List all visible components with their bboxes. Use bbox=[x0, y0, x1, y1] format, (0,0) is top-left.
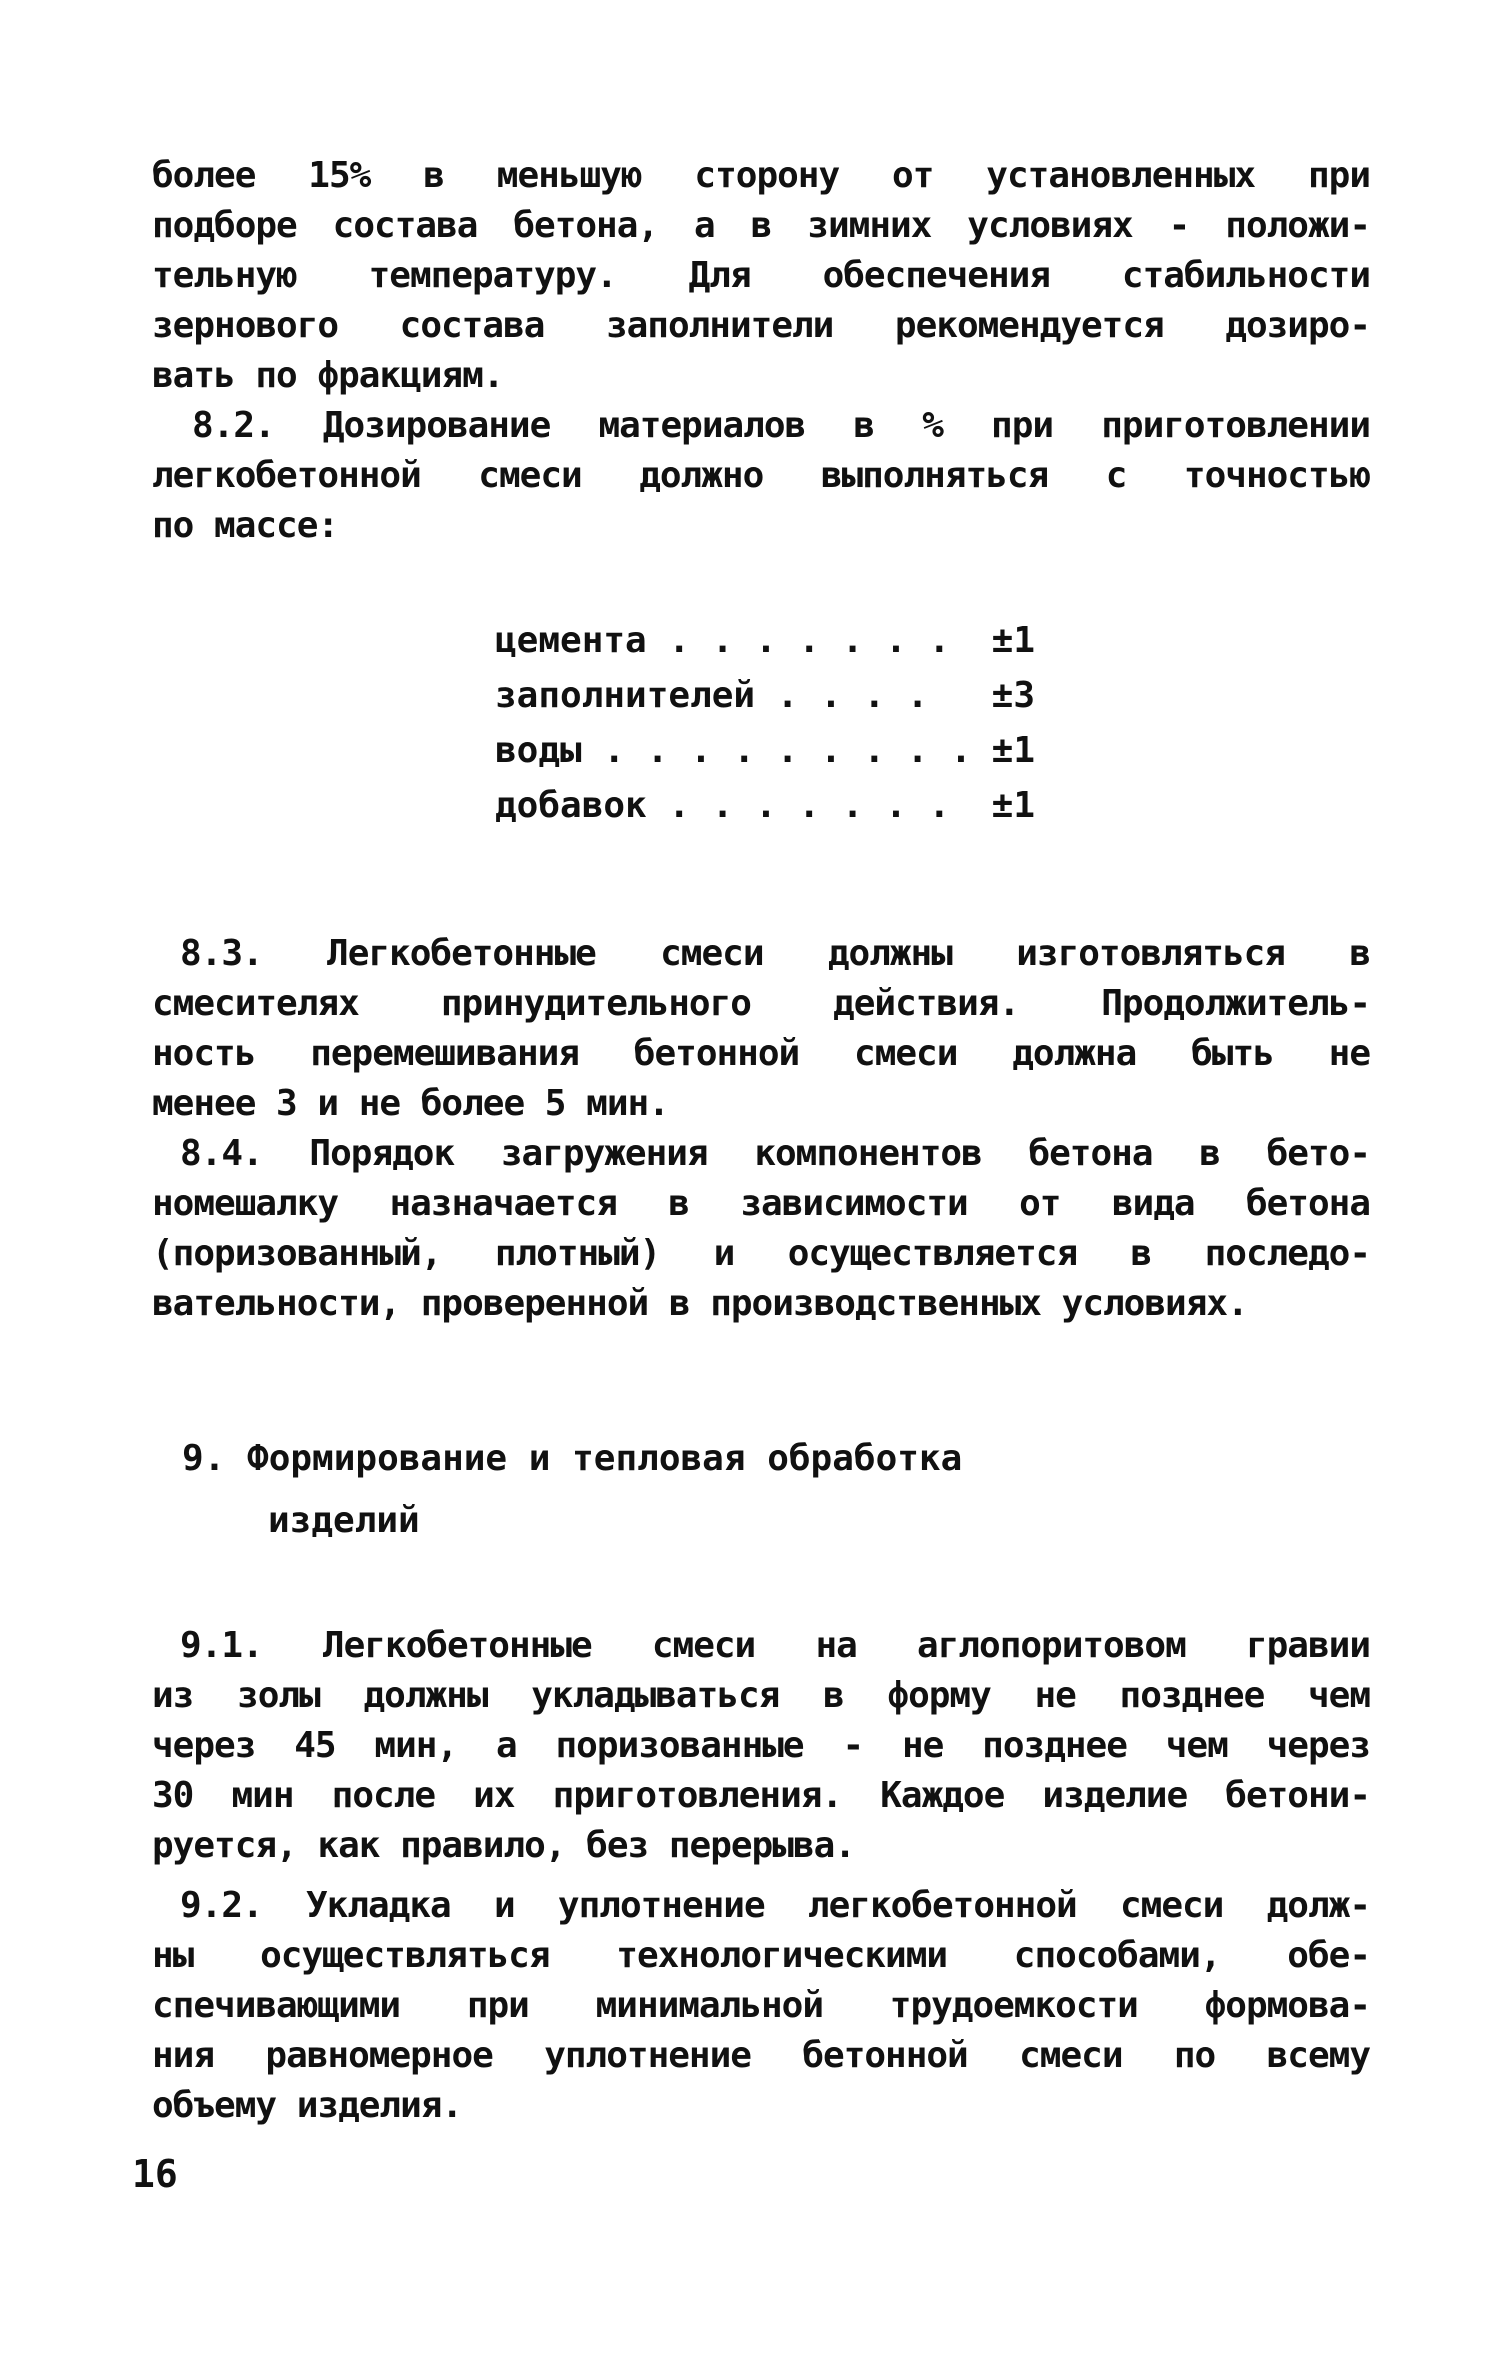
paragraph-line: подборе состава бетона, а в зимних условиях - положи- bbox=[152, 205, 1370, 246]
tolerance-value: ±3 bbox=[991, 675, 1035, 716]
paragraph-line: тельную температуру. Для обеспечения стабильности bbox=[152, 255, 1370, 296]
section-heading: изделий bbox=[268, 1500, 420, 1541]
paragraph-line: объему изделия. bbox=[152, 2085, 463, 2126]
paragraph-line: вательности, проверенной в производственных условиях. bbox=[152, 1283, 1248, 1324]
paragraph-line: 9.2. Укладка и уплотнение легкобетонной смеси долж- bbox=[180, 1885, 1370, 1926]
paragraph-line: руется, как правило, без перерыва. bbox=[152, 1825, 855, 1866]
tolerance-row bbox=[495, 670, 1035, 722]
paragraph-line: ны осуществляться технологическими способами, обе- bbox=[152, 1935, 1370, 1976]
tolerance-name: воды . . . . . . . . . bbox=[495, 730, 972, 771]
tolerance-row bbox=[495, 780, 1035, 832]
page-number: 16 bbox=[132, 2152, 178, 2196]
section-heading: 9. Формирование и тепловая обработка bbox=[182, 1438, 963, 1479]
paragraph-line: легкобетонной смеси должно выполняться с точностью bbox=[152, 455, 1370, 496]
paragraph-line: смесителях принудительного действия. Продолжитель- bbox=[152, 983, 1370, 1024]
paragraph-line: менее 3 и не более 5 мин. bbox=[152, 1083, 669, 1124]
tolerance-row bbox=[495, 725, 1035, 777]
tolerance-row bbox=[495, 615, 1035, 667]
paragraph-line: 9.1. Легкобетонные смеси на аглопоритовом гравии bbox=[180, 1625, 1370, 1666]
tolerance-value: ±1 bbox=[991, 620, 1035, 661]
paragraph-line: спечивающими при минимальной трудоемкости формова- bbox=[152, 1985, 1370, 2026]
paragraph-line: ния равномерное уплотнение бетонной смеси по всему bbox=[152, 2035, 1370, 2076]
paragraph-line: 30 мин после их приготовления. Каждое изделие бетони- bbox=[152, 1775, 1370, 1816]
paragraph-line: 8.4. Порядок загружения компонентов бетона в бето- bbox=[180, 1133, 1370, 1174]
tolerance-name: добавок . . . . . . . bbox=[495, 785, 951, 826]
paragraph-line: 8.3. Легкобетонные смеси должны изготовляться в bbox=[180, 933, 1370, 974]
paragraph-line: из золы должны укладываться в форму не позднее чем bbox=[152, 1675, 1370, 1716]
paragraph-line: номешалку назначается в зависимости от вида бетона bbox=[152, 1183, 1370, 1224]
paragraph-line: 8.2. Дозирование материалов в % при приготовлении bbox=[192, 405, 1370, 446]
paragraph-line: ность перемешивания бетонной смеси должна быть не bbox=[152, 1033, 1370, 1074]
paragraph-line: по массе: bbox=[152, 505, 339, 546]
tolerance-name: цемента . . . . . . . bbox=[495, 620, 951, 661]
tolerance-name: заполнителей . . . . bbox=[495, 675, 929, 716]
paragraph-line: (поризованный, плотный) и осуществляется в последо- bbox=[152, 1233, 1370, 1274]
paragraph-line: более 15% в меньшую сторону от установленных при bbox=[152, 155, 1370, 196]
tolerance-value: ±1 bbox=[991, 785, 1035, 826]
paragraph-line: через 45 мин, а поризованные - не позднее чем через bbox=[152, 1725, 1370, 1766]
paragraph-line: зернового состава заполнители рекомендуется дозиро- bbox=[152, 305, 1370, 346]
paragraph-line: вать по фракциям. bbox=[152, 355, 504, 396]
tolerance-value: ±1 bbox=[991, 730, 1035, 771]
